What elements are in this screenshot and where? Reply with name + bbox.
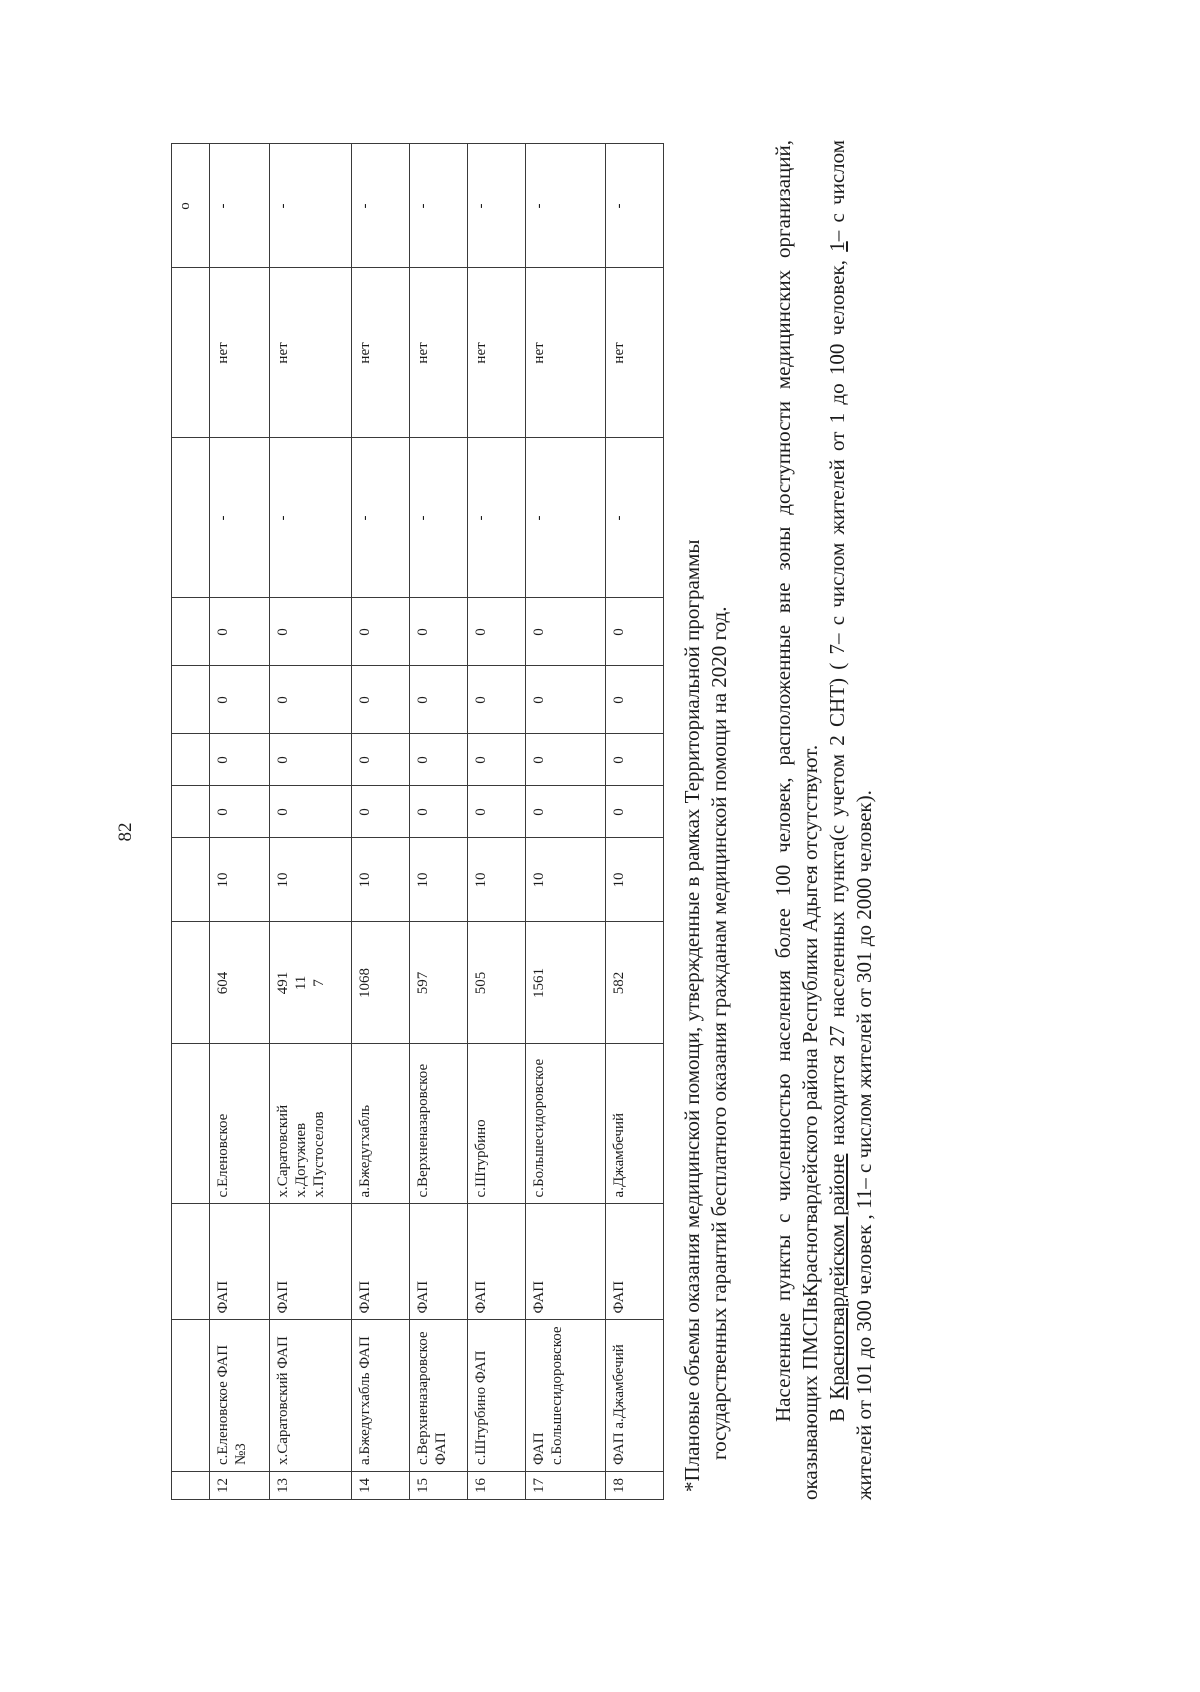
population: 505 <box>468 922 526 1044</box>
value-cell: 0 <box>526 598 606 666</box>
settlement: с.Большесидоровское <box>526 1044 606 1204</box>
value-cell: 0 <box>606 786 664 838</box>
value-cell: 10 <box>210 838 270 922</box>
facility-type: ФАП <box>468 1204 526 1320</box>
value-cell: 0 <box>352 666 410 734</box>
table-header-row <box>172 144 210 1500</box>
data-table <box>171 143 664 1500</box>
facility-type: ФАП <box>270 1204 352 1320</box>
value-cell: 0 <box>270 734 352 786</box>
footnote-line-1: *Плановые объемы оказания медицинской помощи, утвержденные в рамках Территориальной программы <box>680 539 704 1492</box>
value-cell: 0 <box>606 666 664 734</box>
page-number: 82 <box>115 822 136 842</box>
header-cell <box>172 786 210 838</box>
value-cell: 10 <box>606 838 664 922</box>
value-cell: - <box>606 144 664 268</box>
header-cell <box>172 922 210 1044</box>
value-cell: - <box>606 438 664 598</box>
population: 1068 <box>352 922 410 1044</box>
value-cell: 0 <box>210 598 270 666</box>
value-cell: 0 <box>410 734 468 786</box>
value-cell: 0 <box>270 666 352 734</box>
row-number: 15 <box>410 1472 468 1500</box>
header-cell-last: о <box>172 144 210 268</box>
settlement: с.Верхненазаровское <box>410 1044 468 1204</box>
row-number: 14 <box>352 1472 410 1500</box>
header-cell <box>172 1204 210 1320</box>
value-cell: - <box>270 438 352 598</box>
value-cell: - <box>526 144 606 268</box>
value-cell: нет <box>606 268 664 438</box>
facility-name: а.Бжедугхабль ФАП <box>352 1320 410 1472</box>
paragraph-2-text: – с числом жителей от 101 до 300 человек , 11– с числом жителей от 301 до 2000 человек). <box>825 139 877 1500</box>
header-cell <box>172 1044 210 1204</box>
value-cell: 0 <box>468 666 526 734</box>
header-cell <box>172 1320 210 1472</box>
row-number: 12 <box>210 1472 270 1500</box>
value-cell: 0 <box>210 786 270 838</box>
facility-type: ФАП <box>210 1204 270 1320</box>
value-cell: 0 <box>606 598 664 666</box>
value-cell: - <box>410 438 468 598</box>
settlement: с.Штурбино <box>468 1044 526 1204</box>
value-cell: 0 <box>468 786 526 838</box>
header-cell <box>172 438 210 598</box>
value-cell: 10 <box>410 838 468 922</box>
value-cell: 0 <box>410 666 468 734</box>
value-cell: 0 <box>468 598 526 666</box>
value-cell: нет <box>526 268 606 438</box>
value-cell: 10 <box>526 838 606 922</box>
paragraph-2-text: находится 27 населенных пункта(с учетом 2 СНТ) ( 7– с числом жителей от 1 до 100 человек, <box>825 251 850 1154</box>
header-cell <box>172 1472 210 1500</box>
value-cell: 0 <box>352 598 410 666</box>
paragraph-2-underlined: 1 <box>825 241 850 252</box>
header-cell <box>172 838 210 922</box>
value-cell: 0 <box>210 734 270 786</box>
settlement: а.Бжедугхабль <box>352 1044 410 1204</box>
row-number: 13 <box>270 1472 352 1500</box>
table-row <box>526 144 606 1500</box>
header-cell <box>172 734 210 786</box>
facility-type: ФАП <box>526 1204 606 1320</box>
value-cell: - <box>468 144 526 268</box>
value-cell: нет <box>210 268 270 438</box>
value-cell: - <box>352 438 410 598</box>
value-cell: 0 <box>352 734 410 786</box>
value-cell: - <box>410 144 468 268</box>
paragraph-2-text: В <box>825 1399 850 1422</box>
population: 604 <box>210 922 270 1044</box>
facility-name: х.Саратовский ФАП <box>270 1320 352 1472</box>
table-row <box>352 144 410 1500</box>
header-cell <box>172 268 210 438</box>
facility-type: ФАП <box>410 1204 468 1320</box>
value-cell: - <box>270 144 352 268</box>
table-row <box>606 144 664 1500</box>
facility-name: с.Штурбино ФАП <box>468 1320 526 1472</box>
population: 582 <box>606 922 664 1044</box>
facility-name: ФАП а.Джамбечий <box>606 1320 664 1472</box>
table-row <box>210 144 270 1500</box>
value-cell: нет <box>270 268 352 438</box>
value-cell: нет <box>410 268 468 438</box>
value-cell: 10 <box>468 838 526 922</box>
footnote-line-2: государственных гарантий бесплатного оказания гражданам медицинской помощи на 2020 год. <box>707 606 732 1460</box>
value-cell: 0 <box>210 666 270 734</box>
population: 597 <box>410 922 468 1044</box>
settlement: х.Саратовский х.Догужиев х.Пустоселов <box>270 1044 352 1204</box>
facility-type: ФАП <box>606 1204 664 1320</box>
settlement: а.Джамбечий <box>606 1044 664 1204</box>
value-cell: 0 <box>526 786 606 838</box>
paragraph-2-underlined: Красногвардейском районе <box>825 1153 850 1400</box>
settlement: с.Еленовское <box>210 1044 270 1204</box>
facility-type: ФАП <box>352 1204 410 1320</box>
population: 491 11 7 <box>270 922 352 1044</box>
table-row <box>410 144 468 1500</box>
value-cell: 0 <box>468 734 526 786</box>
value-cell: нет <box>352 268 410 438</box>
value-cell: 0 <box>410 786 468 838</box>
facility-name: с.Еленовское ФАП №3 <box>210 1320 270 1472</box>
value-cell: 0 <box>270 786 352 838</box>
value-cell: 10 <box>352 838 410 922</box>
value-cell: 0 <box>606 734 664 786</box>
row-number: 16 <box>468 1472 526 1500</box>
value-cell: - <box>210 144 270 268</box>
value-cell: - <box>210 438 270 598</box>
value-cell: нет <box>468 268 526 438</box>
table-row <box>270 144 352 1500</box>
table-row <box>468 144 526 1500</box>
paragraph-1: Населенные пункты с численностью населения более 100 человек, расположенные вне зоны доступности медицинских организаций, оказывающих ПМСПвКрасногвардейского района Республики Адыгея отсутствуют. <box>770 140 822 1500</box>
paragraph-2 <box>824 140 879 1500</box>
value-cell: 0 <box>352 786 410 838</box>
notes <box>679 140 879 1500</box>
facility-name: с.Верхненазаровское ФАП <box>410 1320 468 1472</box>
header-cell <box>172 598 210 666</box>
value-cell: 0 <box>410 598 468 666</box>
rotated-page-content <box>171 140 931 1500</box>
value-cell: 10 <box>270 838 352 922</box>
row-number: 18 <box>606 1472 664 1500</box>
value-cell: 0 <box>526 666 606 734</box>
value-cell: 0 <box>270 598 352 666</box>
row-number: 17 <box>526 1472 606 1500</box>
value-cell: - <box>526 438 606 598</box>
value-cell: 0 <box>526 734 606 786</box>
population: 1561 <box>526 922 606 1044</box>
facility-name: ФАП с.Большесидоровское <box>526 1320 606 1472</box>
value-cell: - <box>468 438 526 598</box>
header-cell <box>172 666 210 734</box>
value-cell: - <box>352 144 410 268</box>
